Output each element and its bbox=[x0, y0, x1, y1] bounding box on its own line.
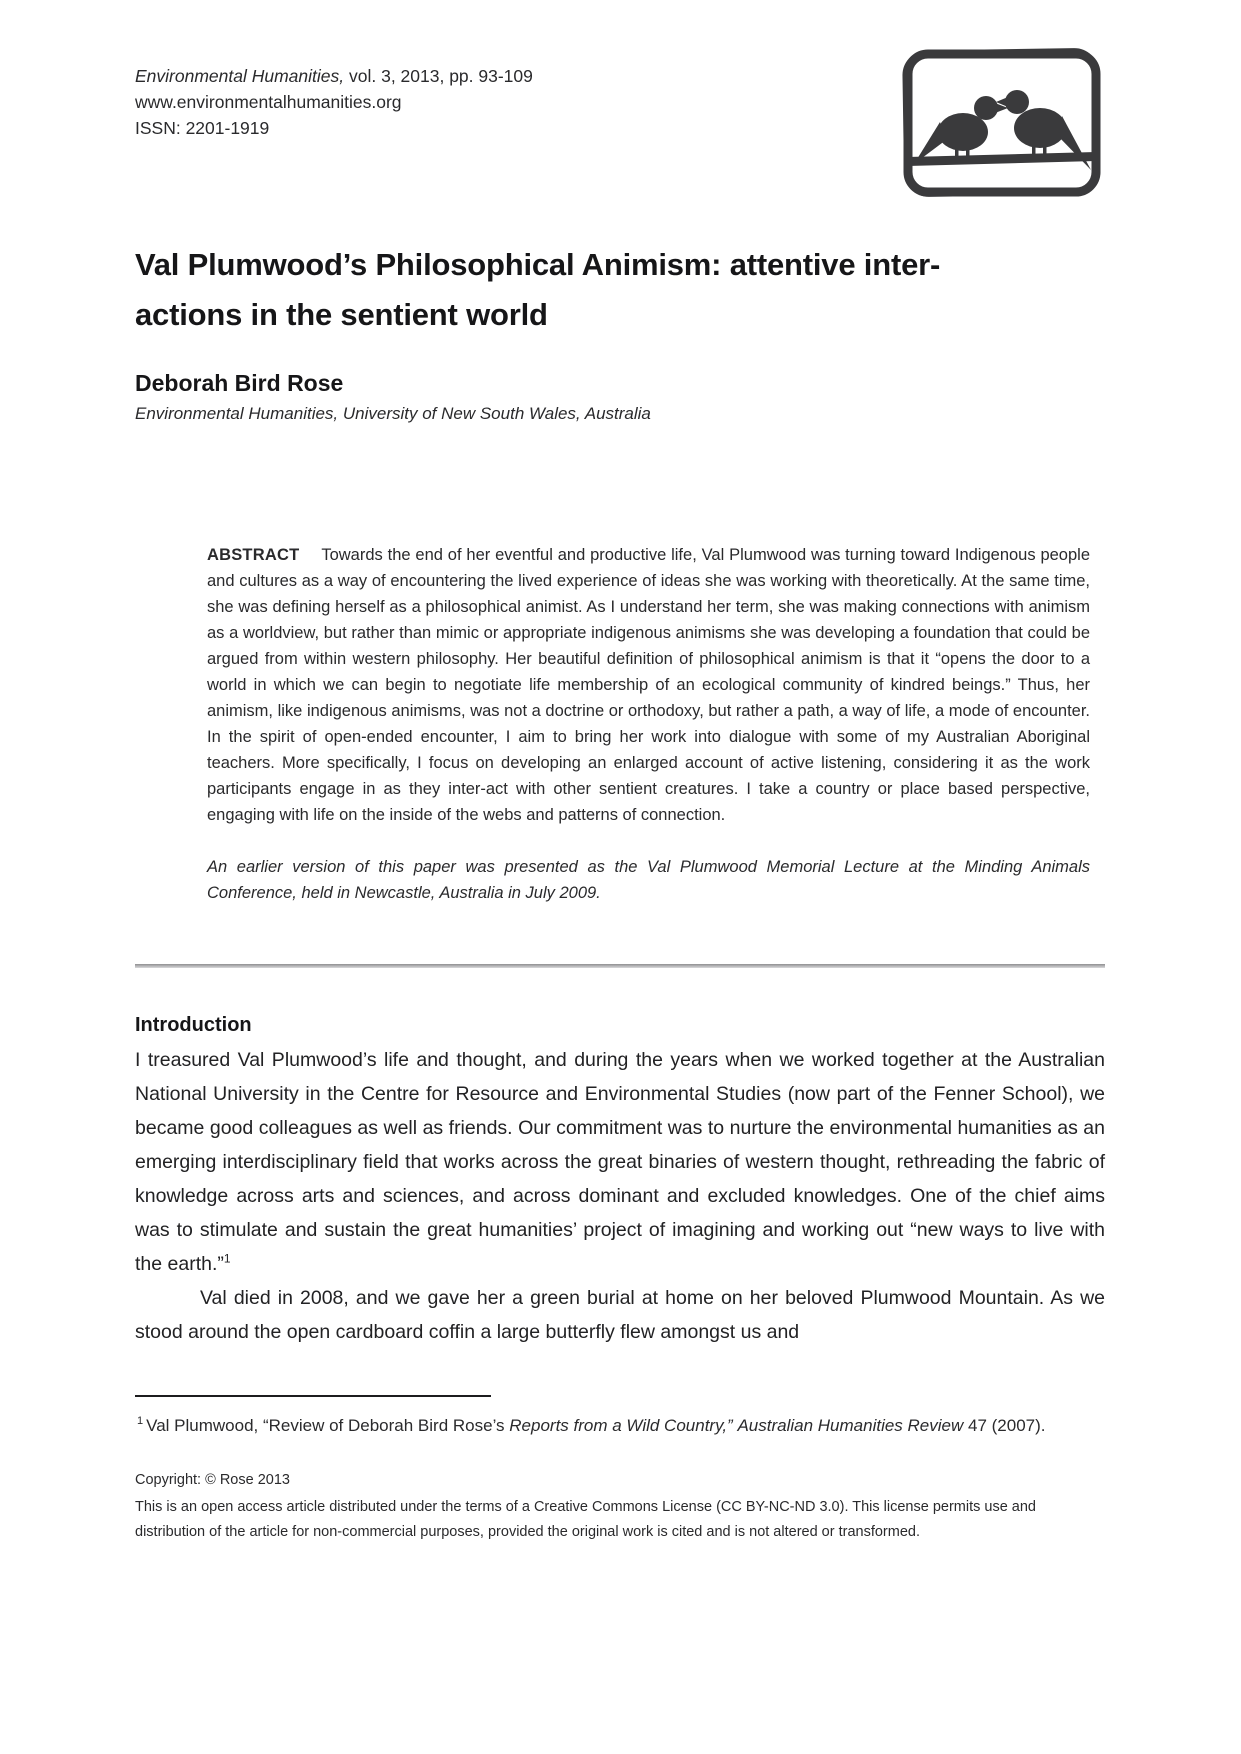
footnote-1 bbox=[135, 1409, 1105, 1442]
journal-volume-pages: vol. 3, 2013, pp. 93-109 bbox=[344, 66, 533, 86]
footnote-1-seg-0: Val Plumwood, “Review of Deborah Bird Rose’s bbox=[146, 1416, 510, 1435]
article-title-line1: Val Plumwood’s Philosophical Animism: attentive inter- bbox=[135, 247, 941, 282]
article-title-line2: actions in the sentient world bbox=[135, 297, 548, 332]
footnote-reference-1: 1 bbox=[223, 1251, 231, 1266]
section-divider bbox=[135, 964, 1105, 968]
introduction-paragraph-1 bbox=[135, 1043, 1105, 1281]
abstract bbox=[207, 542, 1090, 828]
footnote-1-seg-3: Australian Humanities Review bbox=[737, 1416, 964, 1435]
footnote-separator bbox=[135, 1395, 491, 1397]
journal-website: www.environmentalhumanities.org bbox=[135, 92, 402, 112]
journal-issn: ISSN: 2201-1919 bbox=[135, 118, 270, 138]
introduction-heading: Introduction bbox=[135, 1014, 252, 1036]
author-name: Deborah Bird Rose bbox=[135, 370, 344, 396]
page-header bbox=[135, 58, 1105, 204]
copyright-line: Copyright: © Rose 2013 bbox=[135, 1472, 290, 1488]
license-text: This is an open access article distributed under the terms of a Creative Commons License (CC BY-NC-ND 3.0). This license permits use and distribution of the article for non-commercial purposes, provided the original work is cited and is not altered or transformed. bbox=[135, 1499, 1036, 1540]
introduction-paragraph-1-text: I treasured Val Plumwood’s life and thought, and during the years when we worked together at the Australian National University in the Centre for Resource and Environmental Studies (now part of the Fenner School), we became good colleagues as well as friends. Our commitment was to nurture the environmental humanities as an emerging interdisciplinary field that works across the great binaries of western thought, rethreading the fabric of knowledge across arts and sciences, and across dominant and excluded knowledges. One of the chief aims was to stimulate and sustain the great humanities’ project of imagining and working out “new ways to live with the earth.” bbox=[135, 1049, 1105, 1275]
abstract-label: ABSTRACT bbox=[207, 546, 300, 564]
introduction-paragraph-2: Val died in 2008, and we gave her a green burial at home on her beloved Plumwood Mountain. As we stood around the open cardboard coffin a large butterfly flew amongst us and bbox=[135, 1287, 1105, 1343]
journal-name: Environmental Humanities, bbox=[135, 66, 345, 86]
footnote-1-seg-1: Reports from a Wild Country,” bbox=[509, 1416, 733, 1435]
publication-info bbox=[135, 58, 533, 141]
two-birds-on-branch-icon bbox=[900, 44, 1105, 204]
journal-citation-line bbox=[135, 63, 533, 89]
journal-logo bbox=[900, 44, 1105, 204]
presentation-note: An earlier version of this paper was presented as the Val Plumwood Memorial Lecture at the Minding Animals Conference, held in Newcastle, Australia in July 2009. bbox=[207, 858, 1090, 902]
article-title bbox=[135, 240, 1105, 340]
footnote-1-marker: 1 bbox=[137, 1415, 144, 1428]
author-affiliation: Environmental Humanities, University of New South Wales, Australia bbox=[135, 404, 651, 423]
abstract-text: Towards the end of her eventful and productive life, Val Plumwood was turning toward Indigenous people and cultures as a way of encountering the lived experience of ideas she was working with theoretically. At the same time, she was defining herself as a philosophical animist. As I understand her term, she was making connections with animism as a worldview, but rather than mimic or appropriate indigenous animisms she was developing a foundation that could be argued from within western philosophy. Her beautiful definition of philosophical animism is that it “opens the door to a world in which we can begin to negotiate life membership of an ecological community of kindred beings.” Thus, her animism, like indigenous animisms, was not a doctrine or orthodoxy, but rather a path, a way of life, a mode of encounter. In the spirit of open-ended encounter, I aim to bring her work into dialogue with some of my Australian Aboriginal teachers. More specifically, I focus on developing an enlarged account of active listening, considering it as the work participants engage in as they inter-act with other sentient creatures. I take a country or place based perspective, engaging with life on the inside of the webs and patterns of connection. bbox=[207, 546, 1090, 824]
footnote-1-seg-4: 47 (2007). bbox=[963, 1416, 1046, 1435]
